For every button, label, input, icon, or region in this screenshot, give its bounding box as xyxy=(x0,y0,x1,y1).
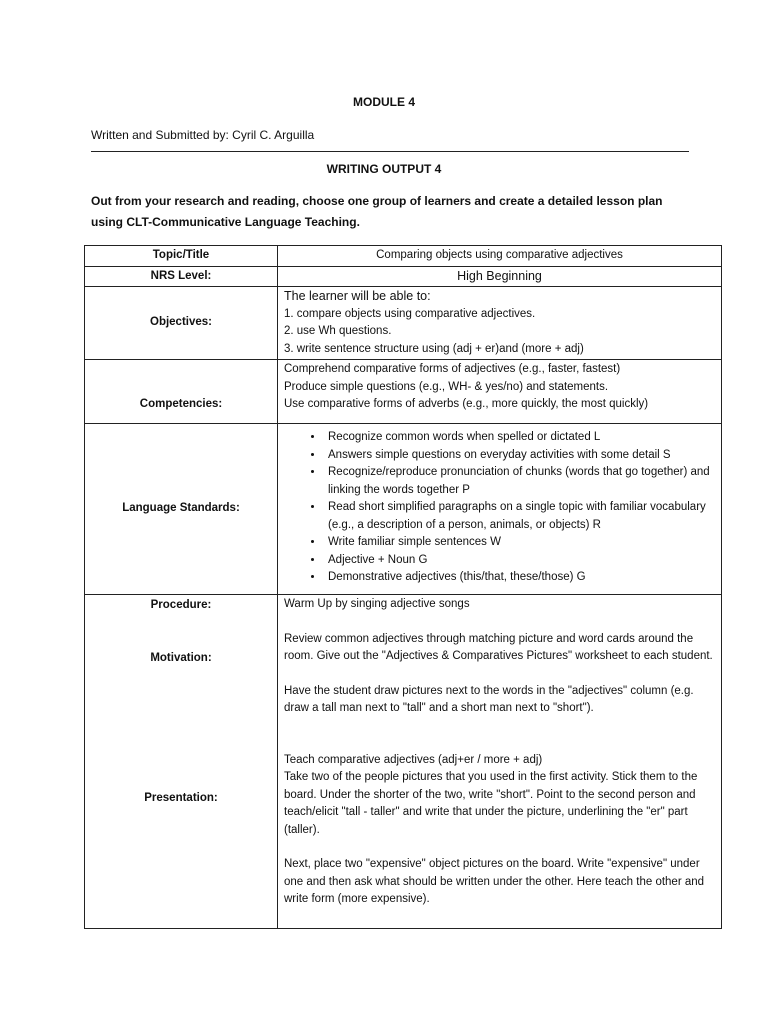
table-row xyxy=(85,595,722,929)
motivation-text: Review common adjectives through matching picture and word cards around the room. Give out the "Adjectives & Comparatives Pictures" worksheet to each student. xyxy=(284,632,713,662)
presentation-text: Take two of the people pictures that you used in the first activity. Stick them to the board. Under the shorter of the two, write "short". Point to the second person and teach/elicit "tall - taller" and write that under the picture, underlining the "er" part (taller). xyxy=(284,771,698,836)
topic-value: Comparing objects using comparative adjectives xyxy=(278,246,722,267)
objectives-label: Objectives: xyxy=(85,287,278,360)
presentation-text: Next, place two "expensive" object pictures on the board. Write "expensive" under one and then ask what should be written under the other. Here teach the other and write form (more expensive). xyxy=(284,858,705,905)
competencies-label: Competencies: xyxy=(85,360,278,424)
topic-label: Topic/Title xyxy=(85,246,278,267)
procedure-labels-cell xyxy=(85,595,278,929)
instructions: Out from your research and reading, choose one group of learners and create a detailed lesson plan using CLT-Communicative Language Teaching. xyxy=(91,194,663,229)
table-row xyxy=(85,266,722,287)
objective-item: 3. write sentence structure using (adj + er)and (more + adj) xyxy=(284,342,584,355)
procedure-text: Warm Up by singing adjective songs xyxy=(284,598,470,610)
objectives-cell xyxy=(278,287,722,360)
list-item: • Recognize common words when spelled or dictated L xyxy=(324,429,715,447)
table-row xyxy=(85,424,722,595)
procedure-content-cell xyxy=(278,595,722,929)
objective-item: 1. compare objects using comparative adjectives. xyxy=(284,307,536,320)
procedure-label: Procedure: xyxy=(150,599,212,611)
list-item: • Write familiar simple sentences W xyxy=(324,534,715,552)
author-line: Written and Submitted by: Cyril C. Arguilla xyxy=(91,128,315,142)
standards-label: Language Standards: xyxy=(85,424,278,595)
list-item: • Adjective + Noun G xyxy=(324,552,715,570)
nrs-value: High Beginning xyxy=(278,266,722,287)
list-item: • Answers simple questions on everyday activities with some detail S xyxy=(324,447,715,465)
presentation-text: Teach comparative adjectives (adj+er / more + adj) xyxy=(284,753,543,766)
standards-list xyxy=(284,429,715,587)
lesson-plan-table xyxy=(84,245,722,929)
objectives-intro: The learner will be able to: xyxy=(284,289,431,303)
motivation-text: Have the student draw pictures next to the words in the "adjectives" column (e.g. draw a tall man next to "tall" and a short man next to "short"). xyxy=(284,684,694,714)
standards-cell xyxy=(278,424,722,595)
nrs-label: NRS Level: xyxy=(85,266,278,287)
motivation-label: Motivation: xyxy=(150,652,212,664)
list-item: • Recognize/reproduce pronunciation of chunks (words that go together) and linking the words together P xyxy=(324,464,715,499)
competency-item: Comprehend comparative forms of adjectives (e.g., faster, fastest) xyxy=(284,363,621,375)
table-row xyxy=(85,360,722,424)
competency-item: Use comparative forms of adverbs (e.g., more quickly, the most quickly) xyxy=(284,398,649,410)
list-item: • Read short simplified paragraphs on a single topic with familiar vocabulary (e.g., a description of a person, animals, or objects) R xyxy=(324,499,715,534)
objective-item: 2. use Wh questions. xyxy=(284,325,392,337)
table-row xyxy=(85,287,722,360)
presentation-label: Presentation: xyxy=(144,792,218,804)
competencies-cell xyxy=(278,360,722,424)
list-item: • Demonstrative adjectives (this/that, these/those) G xyxy=(324,569,715,587)
horizontal-rule xyxy=(91,151,689,152)
table-row xyxy=(85,246,722,267)
competency-item: Produce simple questions (e.g., WH- & yes/no) and statements. xyxy=(284,380,609,393)
module-title: MODULE 4 xyxy=(352,95,415,109)
output-title: WRITING OUTPUT 4 xyxy=(326,162,442,176)
